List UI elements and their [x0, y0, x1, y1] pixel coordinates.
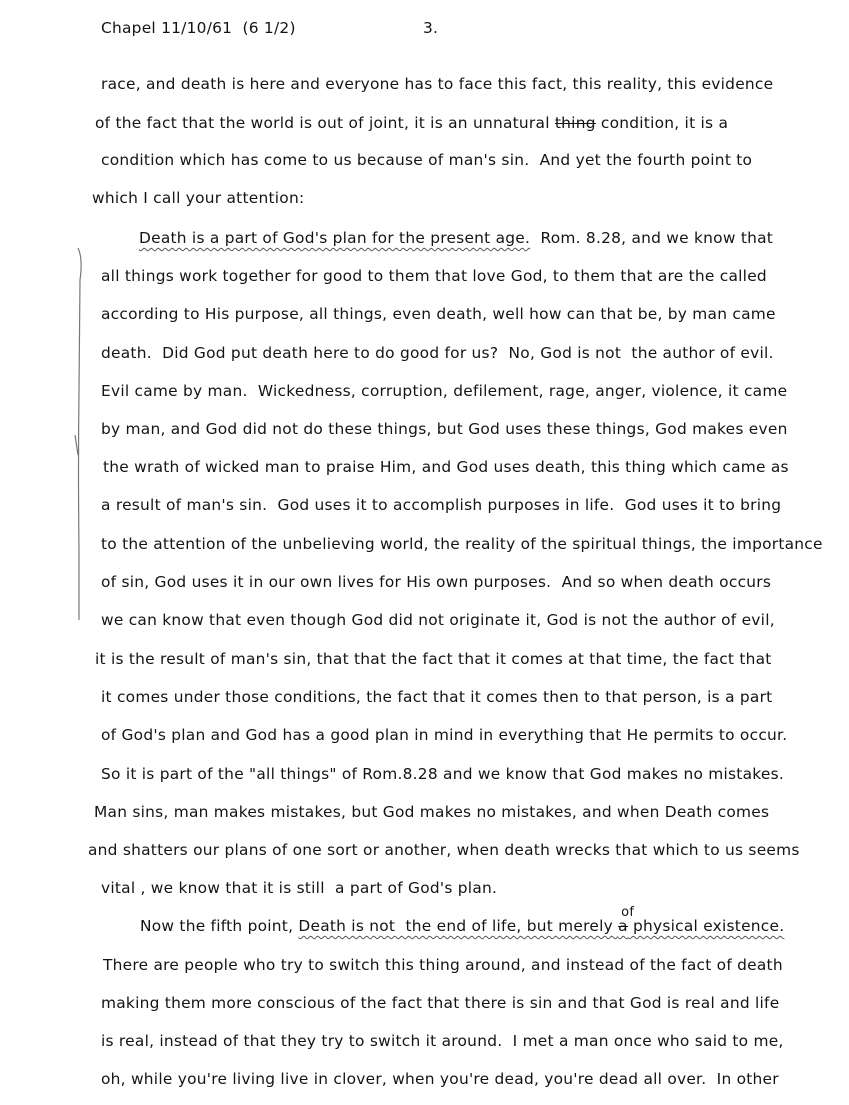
text-line — [139, 229, 773, 248]
text-segment: of the fact that the world is out of joint, it is an unnatural — [95, 114, 555, 132]
text-line: race, and death is here and everyone has to face this fact, this reality, this evidence — [101, 75, 774, 93]
underlined-heading — [298, 905, 785, 935]
text-line: vital , we know that it is still a part of God's plan. — [101, 879, 498, 897]
text-line: it comes under those conditions, the fact that it comes then to that person, is a part — [101, 688, 773, 706]
text-line: all things work together for good to them that love God, to them that are the called — [101, 267, 767, 285]
text-line: of God's plan and God has a good plan in mind in everything that He permits to occur. — [101, 726, 788, 744]
text-line: death. Did God put death here to do good for us? No, God is not the author of evil. — [101, 344, 774, 362]
text-line: making them more conscious of the fact that there is sin and that God is real and life — [101, 994, 780, 1012]
margin-bracket-mark — [70, 240, 90, 640]
text-line: oh, while you're living live in clover, when you're dead, you're dead all over. In other — [101, 1070, 779, 1088]
text-line: according to His purpose, all things, even death, well how can that be, by man came — [101, 305, 776, 323]
text-segment: Now the fifth point, — [140, 917, 299, 935]
text-line: by man, and God did not do these things, but God uses these things, God makes even — [101, 420, 788, 438]
text-segment: physical existence. — [627, 917, 785, 935]
text-line: There are people who try to switch this thing around, and instead of the fact of death — [103, 956, 783, 974]
text-line: Man sins, man makes mistakes, but God makes no mistakes, and when Death comes — [94, 803, 770, 821]
text-line: the wrath of wicked man to praise Him, and God uses death, this thing which came as — [103, 458, 789, 476]
text-segment: condition, it is a — [595, 114, 729, 132]
text-line: Evil came by man. Wickedness, corruption, defilement, rage, anger, violence, it came — [101, 382, 788, 400]
text-line — [140, 905, 785, 936]
text-line: it is the result of man's sin, that that the fact that it comes at that time, the fact that — [95, 650, 772, 668]
text-line: we can know that even though God did not originate it, God is not the author of evil, — [101, 611, 775, 629]
text-line: So it is part of the "all things" of Rom.8.28 and we know that God makes no mistakes. — [101, 765, 785, 783]
struck-word — [618, 905, 635, 935]
text-line: and shatters our plans of one sort or another, when death wrecks that which to us seems — [88, 841, 800, 859]
text-line — [95, 114, 728, 133]
handwritten-insert: of — [621, 905, 635, 920]
header-title: Chapel 11/10/61 (6 1/2) — [101, 19, 296, 37]
text-line: which I call your attention: — [92, 189, 305, 207]
text-line: of sin, God uses it in our own lives for His own purposes. And so when death occurs — [101, 573, 772, 591]
text-segment: Rom. 8.28, and we know that — [530, 229, 774, 247]
text-line: a result of man's sin. God uses it to accomplish purposes in life. God uses it to bring — [101, 496, 782, 514]
struck-word: thing — [554, 114, 596, 132]
text-line: is real, instead of that they try to switch it around. I met a man once who said to me, — [101, 1032, 784, 1050]
page-number: 3. — [423, 19, 439, 37]
text-line: to the attention of the unbelieving world, the reality of the spiritual things, the importance — [101, 535, 823, 553]
struck-letter: a — [618, 917, 628, 935]
underlined-heading: Death is a part of God's plan for the present age. — [139, 229, 531, 247]
text-segment: Death is not the end of life, but merely — [298, 917, 619, 935]
text-line: condition which has come to us because of man's sin. And yet the fourth point to — [101, 151, 753, 169]
